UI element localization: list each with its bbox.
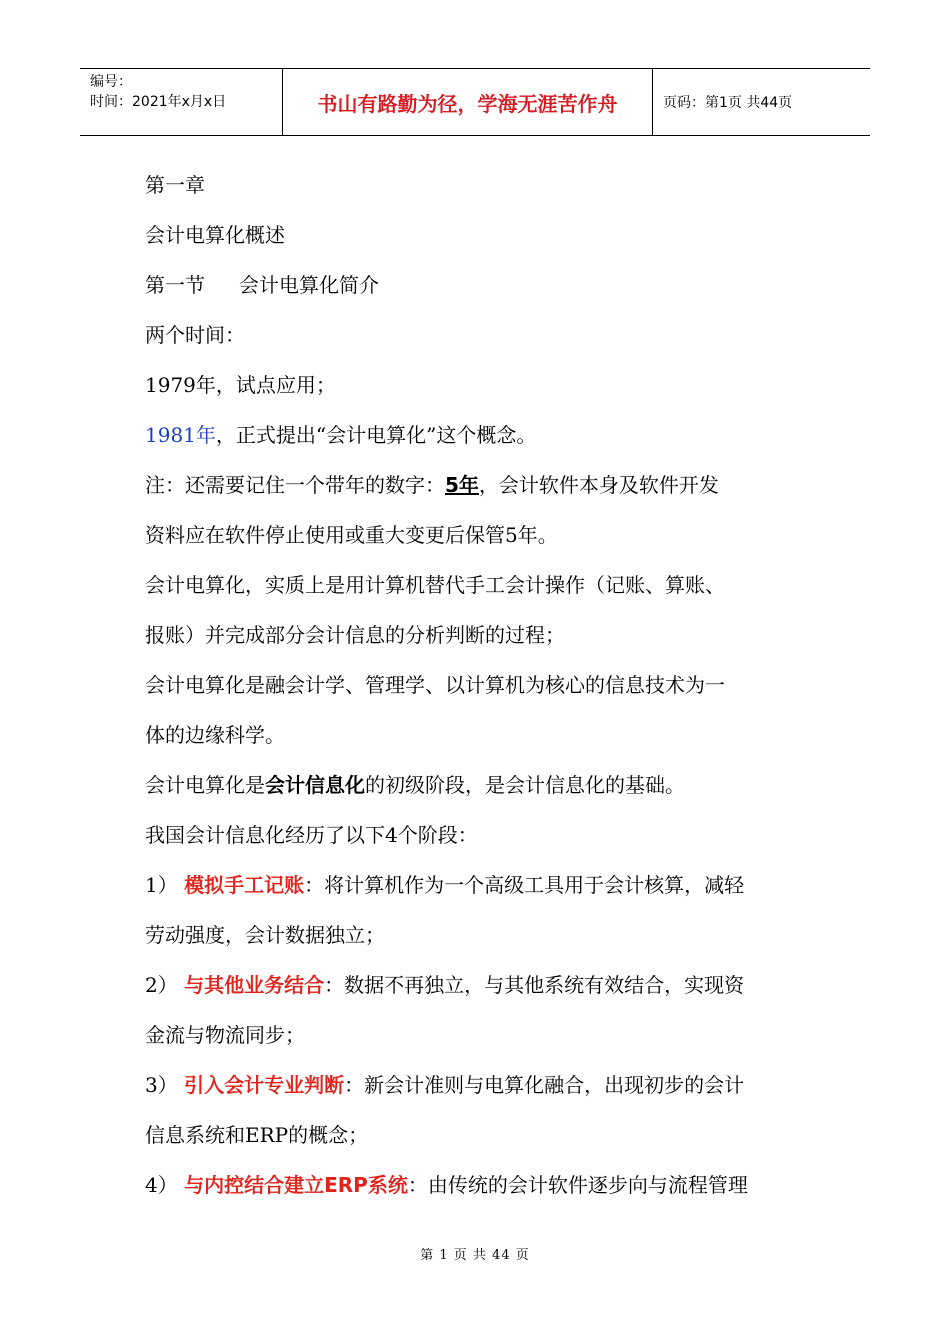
- number-label: 编号：: [90, 74, 132, 90]
- paragraph-essence-cont: 报账）并完成部分会计信息的分析判断的过程；: [145, 623, 565, 647]
- stage-item-3-cont: 信息系统和ERP的概念；: [145, 1123, 369, 1147]
- paragraph-note-cont: 资料应在软件停止使用或重大变更后保管5年。: [145, 523, 558, 547]
- stage-text-a: 会计电算化是: [145, 773, 265, 797]
- paragraph-1979: 1979年，试点应用；: [145, 373, 336, 397]
- note-text-a: 注：还需要记住一个带年的数字：: [145, 473, 445, 497]
- header-motto: 书山有路勤为径，学海无涯苦作舟: [283, 69, 653, 135]
- stage-title-2: 与其他业务结合: [184, 973, 325, 997]
- paragraph-essence: 会计电算化，实质上是用计算机替代手工会计操作（记账、算账、: [145, 573, 725, 597]
- stage-text-4: ：由传统的会计软件逐步向与流程管理: [407, 1173, 748, 1197]
- document-body: [145, 160, 815, 1210]
- paragraph-fusion: 会计电算化是融会计学、管理学、以计算机为核心的信息技术为一: [145, 673, 725, 697]
- stage-title-3: 引入会计专业判断: [184, 1073, 345, 1097]
- stage-title-1: 模拟手工记账: [184, 873, 305, 897]
- stage-num-2: 2）: [145, 973, 185, 997]
- section-title: 会计电算化简介: [239, 273, 379, 297]
- paragraph-note: [145, 460, 815, 510]
- stage-text-2: ：数据不再独立，与其他系统有效结合，实现资: [324, 973, 745, 997]
- section-heading: [145, 260, 815, 310]
- five-years: 5年: [445, 473, 479, 497]
- stage-text-1: ：将计算机作为一个高级工具用于会计核算，减轻: [304, 873, 745, 897]
- paragraph-1981: [145, 410, 815, 460]
- header-page-info: 页码：第1页 共44页: [663, 95, 793, 111]
- page-header: [80, 68, 870, 136]
- stage-num-4: 4）: [145, 1173, 185, 1197]
- page-footer: 第 1 页 共 44 页: [420, 1248, 530, 1263]
- stage-text-3: ：新会计准则与电算化融合，出现初步的会计: [344, 1073, 745, 1097]
- stage-item-4: [145, 1160, 815, 1210]
- header-meta: [80, 69, 283, 135]
- stage-text-c: 的初级阶段，是会计信息化的基础。: [365, 773, 685, 797]
- paragraph-fusion-cont: 体的边缘科学。: [145, 723, 285, 747]
- time-label: 时间：2021年x月x日: [90, 94, 227, 110]
- section-number: 第一节: [145, 273, 205, 297]
- stage-num-3: 3）: [145, 1073, 185, 1097]
- stage-item-3: [145, 1060, 815, 1110]
- stage-title-4: 与内控结合建立ERP系统: [184, 1173, 408, 1197]
- chapter-title: 会计电算化概述: [145, 223, 285, 247]
- stage-item-1: [145, 860, 815, 910]
- stage-num-1: 1）: [145, 873, 185, 897]
- text-1981: ，正式提出“会计电算化”这个概念。: [215, 423, 537, 447]
- paragraph-stage: [145, 760, 815, 810]
- paragraph-four-stages: 我国会计信息化经历了以下4个阶段：: [145, 823, 478, 847]
- stage-item-1-cont: 劳动强度，会计数据独立；: [145, 923, 385, 947]
- stage-item-2-cont: 金流与物流同步；: [145, 1023, 305, 1047]
- chapter-number: 第一章: [145, 173, 205, 197]
- info-term: 会计信息化: [265, 773, 365, 797]
- year-1981: 1981年: [145, 423, 216, 447]
- stage-item-2: [145, 960, 815, 1010]
- paragraph-two-times: 两个时间：: [145, 323, 245, 347]
- note-text-c: ，会计软件本身及软件开发: [478, 473, 719, 497]
